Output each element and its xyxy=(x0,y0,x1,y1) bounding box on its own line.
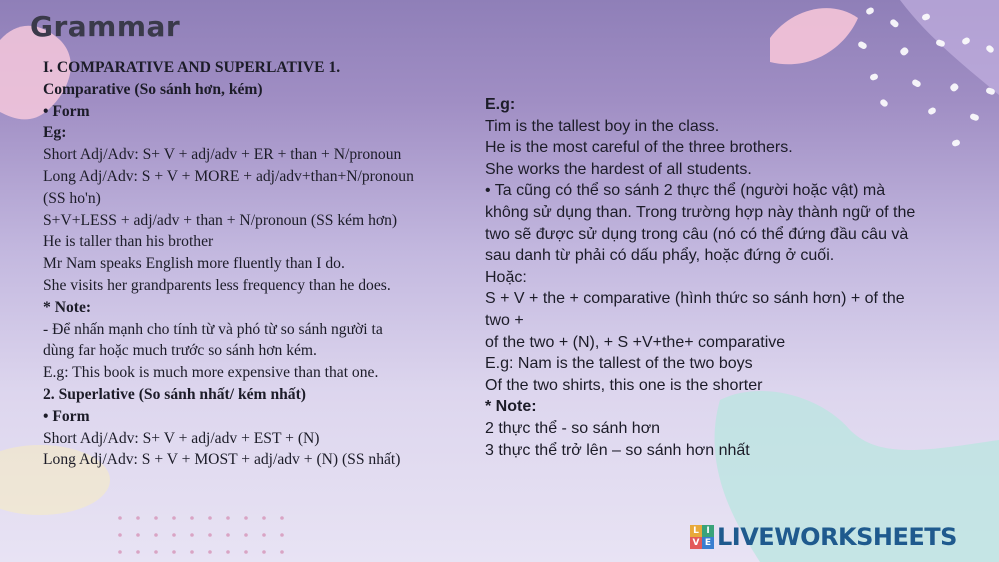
text-line: (SS ho'n) xyxy=(43,189,101,207)
text-line: She works the hardest of all students. xyxy=(485,160,752,178)
text-line: S + V + the + comparative (hình thức so sánh hơn) + of the xyxy=(485,290,905,308)
text-line: 3 thực thể trở lên – so sánh hơn nhất xyxy=(485,441,750,459)
text-line: Tim is the tallest boy in the class. xyxy=(485,117,720,135)
text-line: • Form xyxy=(43,407,90,425)
dotted-grid xyxy=(118,516,284,554)
liveworksheets-logo[interactable] xyxy=(690,522,957,552)
text-line: Long Adj/Adv: S + V + MOST + adj/adv + (N) (SS nhất) xyxy=(43,451,401,469)
logo-mark-letter: V xyxy=(690,537,702,549)
superlative-examples-section xyxy=(485,94,985,461)
logo-mark-icon xyxy=(690,525,714,549)
text-line: Mr Nam speaks English more fluently than I do. xyxy=(43,255,345,273)
logo-mark-letter: L xyxy=(690,525,702,537)
text-line: Hoặc: xyxy=(485,268,527,286)
text-line: Long Adj/Adv: S + V + MORE + adj/adv+than+N/pronoun xyxy=(43,167,414,185)
text-line: * Note: xyxy=(485,398,537,416)
text-line: • Form xyxy=(43,102,90,120)
text-line: He is taller than his brother xyxy=(43,233,214,251)
comparative-section xyxy=(43,57,483,471)
logo-text: LIVEWORKSHEETS xyxy=(717,523,957,551)
text-line: Eg: xyxy=(43,124,67,142)
slide-title: Grammar xyxy=(30,10,181,43)
text-line: He is the most careful of the three brothers. xyxy=(485,139,793,157)
text-line: • Ta cũng có thể so sánh 2 thực thể (người hoặc vật) mà xyxy=(485,182,886,200)
text-line: She visits her grandparents less frequency than he does. xyxy=(43,276,391,294)
text-line: I. COMPARATIVE AND SUPERLATIVE 1. xyxy=(43,59,341,76)
text-line: two sẽ được sử dụng trong câu (nó có thể đứng đầu câu và xyxy=(485,225,909,243)
logo-mark-letter: I xyxy=(702,525,714,537)
text-line: Short Adj/Adv: S+ V + adj/adv + ER + than + N/pronoun xyxy=(43,146,402,164)
text-line: sau danh từ phải có dấu phẩy, hoặc đứng ở cuối. xyxy=(485,247,835,265)
text-line: S+V+LESS + adj/adv + than + N/pronoun (SS kém hơn) xyxy=(43,211,398,229)
text-line: không sử dụng than. Trong trường hợp này thành ngữ of the xyxy=(485,203,916,221)
text-line: E.g: xyxy=(485,96,516,113)
text-line: dùng far hoặc much trước so sánh hơn kém. xyxy=(43,342,317,360)
text-line: E.g: Nam is the tallest of the two boys xyxy=(485,355,753,373)
text-line: Of the two shirts, this one is the shorter xyxy=(485,376,763,394)
text-line: two + xyxy=(485,311,524,329)
text-line: 2 thực thể - so sánh hơn xyxy=(485,419,661,437)
text-line: - Để nhấn mạnh cho tính từ và phó từ so sánh người ta xyxy=(43,320,383,338)
text-line: E.g: This book is much more expensive than that one. xyxy=(43,364,379,382)
text-line: 2. Superlative (So sánh nhất/ kém nhất) xyxy=(43,385,306,403)
text-line: * Note: xyxy=(43,298,92,316)
logo-mark-letter: E xyxy=(702,537,714,549)
text-line: of the two + (N), + S +V+the+ comparative xyxy=(485,333,786,351)
pink-half-circle xyxy=(770,8,858,64)
text-line: Short Adj/Adv: S+ V + adj/adv + EST + (N) xyxy=(43,429,320,447)
text-line: Comparative (So sánh hơn, kém) xyxy=(43,80,263,98)
